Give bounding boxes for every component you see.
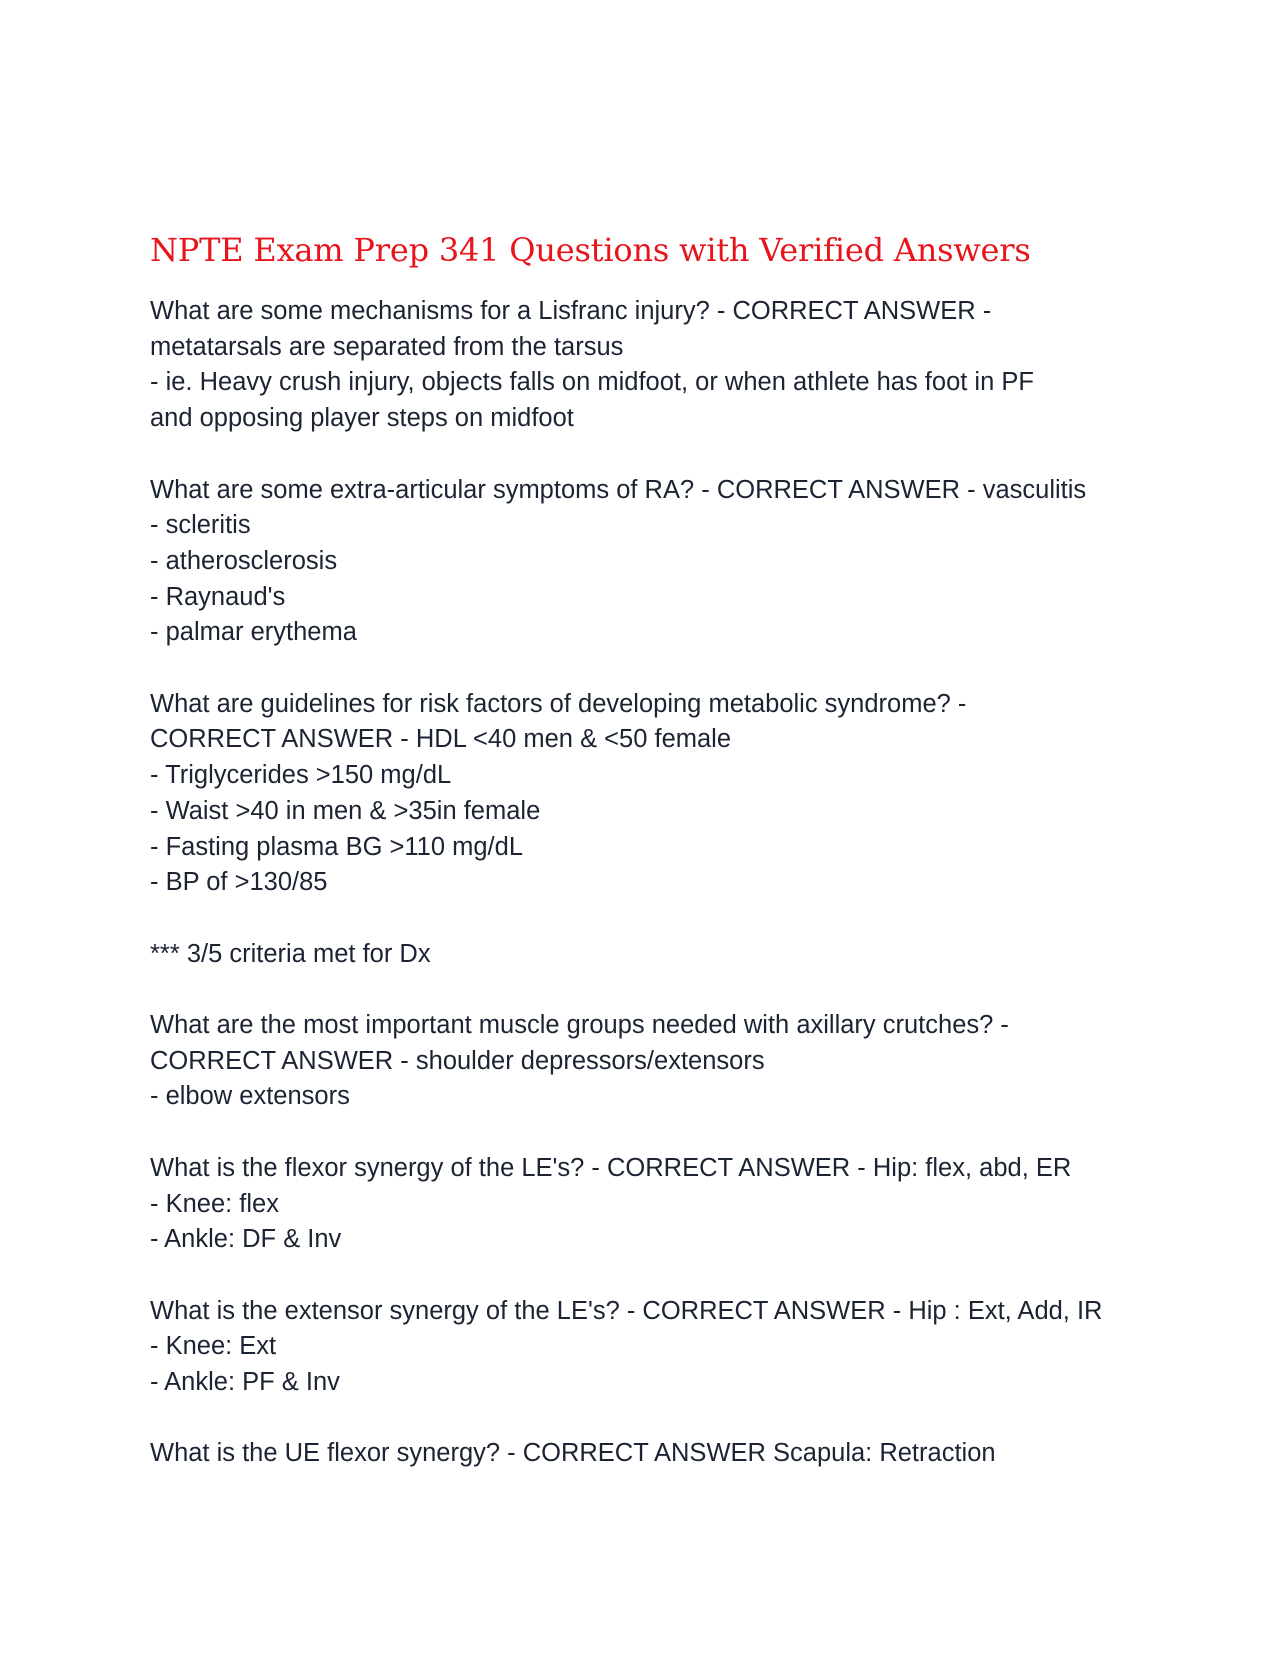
text-line: What are some extra-articular symptoms of RA? - CORRECT ANSWER - vasculitis [150,475,1087,504]
text-line: - Raynaud's [150,582,286,611]
paragraph-spacer [150,651,1150,687]
text-line: - scleritis [150,511,251,540]
text-line: What is the flexor synergy of the LE's? - CORRECT ANSWER - Hip: flex, abd, ER [150,1153,1072,1182]
text-line: - atherosclerosis [150,546,338,575]
text-line: - Knee: Ext [150,1332,277,1361]
qa-block-le-flexor-synergy [150,1151,1150,1258]
text-line: *** 3/5 criteria met for Dx [150,939,431,968]
paragraph-spacer [150,1401,1150,1437]
qa-block-le-extensor-synergy [150,1294,1150,1401]
text-line: - Ankle: DF & Inv [150,1225,342,1254]
paragraph-spacer [150,437,1150,473]
text-line: - Waist >40 in men & >35in female [150,796,541,825]
paragraph-spacer [150,1258,1150,1294]
text-line: - elbow extensors [150,1082,350,1111]
text-line: CORRECT ANSWER - HDL <40 men & <50 female [150,725,732,754]
text-line: - BP of >130/85 [150,868,328,897]
text-line: CORRECT ANSWER - shoulder depressors/extensors [150,1046,765,1075]
text-line: - ie. Heavy crush injury, objects falls on midfoot, or when athlete has foot in PF [150,368,1034,397]
paragraph-spacer [150,901,1150,937]
qa-block-axillary-crutches [150,1008,1150,1115]
text-line: - Triglycerides >150 mg/dL [150,761,452,790]
document-content [150,228,1150,1472]
qa-block-ra-symptoms [150,473,1150,652]
text-line: What are some mechanisms for a Lisfranc injury? - CORRECT ANSWER - [150,297,992,325]
paragraph-spacer [150,1115,1150,1151]
qa-block-metabolic-syndrome [150,687,1150,901]
text-line: - Fasting plasma BG >110 mg/dL [150,832,523,861]
paragraph-spacer [150,972,1150,1008]
text-line: - Knee: flex [150,1189,279,1218]
text-line: What is the extensor synergy of the LE's? - CORRECT ANSWER - Hip : Ext, Add, IR [150,1296,1103,1325]
qa-block-ue-flexor-synergy [150,1436,1150,1472]
document-title: NPTE Exam Prep 341 Questions with Verified Answers [150,231,1031,269]
text-line: metatarsals are separated from the tarsus [150,332,624,361]
text-line: What are the most important muscle groups needed with axillary crutches? - [150,1011,1009,1039]
text-line: - Ankle: PF & Inv [150,1368,340,1396]
document-body [150,294,1150,1472]
text-line: - palmar erythema [150,618,357,647]
text-line: What is the UE flexor synergy? - CORRECT ANSWER Scapula: Retraction [150,1439,996,1468]
note-block-criteria [150,937,1150,973]
text-line: and opposing player steps on midfoot [150,404,574,433]
text-line: What are guidelines for risk factors of developing metabolic syndrome? - [150,689,967,718]
qa-block-lisfranc [150,294,1150,437]
